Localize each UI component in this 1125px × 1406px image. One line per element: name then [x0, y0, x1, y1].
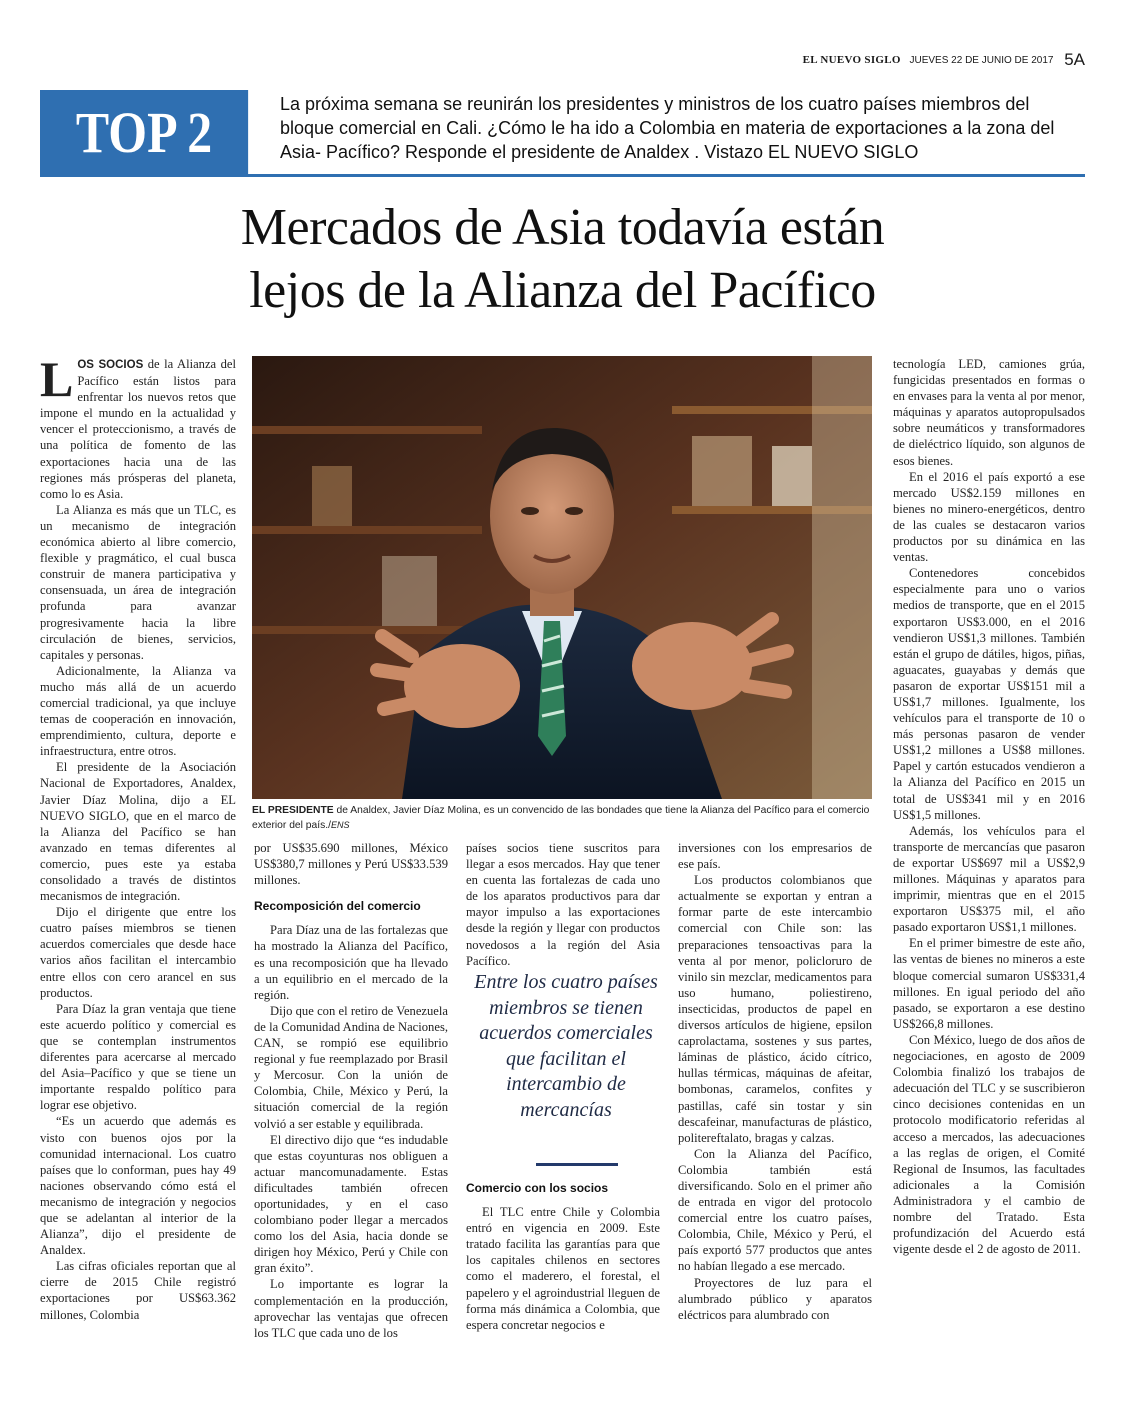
- paragraph: Contenedores concebidos especialmente para uno o varios medios de transporte, que en el 2015 exportaron US$3.000, en el 2016 vendieron US$1,3 millones. También están el grupo de dátiles, higos, piñas, aguacates, guayabas y demás que pasaron de exportar US$151 mil a US$1,7 millones. Igualmente, los vehículos para el transporte de 10 o más personas pasaron de vender US$1,2 millones a US$8 millones. Papel y cartón estucados vendieron a la Alianza del Pacífico en 2015 un total de US$341 mil y en 2016 US$1,5 millones.: [893, 566, 1085, 822]
- paragraph: Con México, luego de dos años de negociaciones, en agosto de 2009 Colombia finalizó los trabajos de adecuación del TLC y se suscribieron cinco decisiones contenidas en un protocolo modificatorio referidas al acceso a mercados, las adecuaciones a las reglas de origen, el Comité Regional de Insumos, las facultades adicionales a la Comisión Administradora y el cambio de nombre del Tratado. Esta profundización del Acuerdo está vigente desde el 2 de agosto de 2011.: [893, 1032, 1085, 1257]
- photo-credit: ENS: [330, 820, 350, 830]
- article-photo: [252, 356, 872, 799]
- section-badge: TOP 2: [40, 90, 248, 176]
- lead-paragraph: [40, 351, 237, 502]
- newspaper-name: EL NUEVO SIGLO: [802, 54, 901, 66]
- paragraph: El TLC entre Chile y Colombia entró en vigencia en 2009. Este tratado facilita las garantías para que los capitales chilenos en sectores como el maderero, el forestal, el papelero y el agroindustrial lleguen de forma más dinámica a Colombia, que espera concretar negocios e: [466, 1205, 660, 1332]
- paragraph: inversiones con los empresarios de ese país.: [678, 841, 872, 872]
- paragraph: Lo importante es lograr la complementación en la producción, aprovechar las ventajas que ofrecen los TLC que cada uno de los: [254, 1277, 448, 1340]
- paragraph: “Es un acuerdo que además es visto con buenos ojos por la comunidad internacional. Los cuatro países que lo conforman, pues hay 49 naciones observando cómo está el mecanismo de integración y negocios que se adelantan al interior de la Alianza”, dijo el presidente de Analdex.: [40, 1114, 236, 1258]
- paragraph: Dijo que con el retiro de Venezuela de la Comunidad Andina de Naciones, CAN, se rompió ese equilibrio regional y fue reemplazado por Brasil y Mercosur. Con la unión de Colombia, Chile, México y Perú, la situación comercial de la región volvió a ser estable y equilibrada.: [254, 1003, 448, 1131]
- paragraph: Las cifras oficiales reportan que al cierre de 2015 Chile registró exportaciones por US$63.362 millones, Colombia: [40, 1259, 236, 1322]
- lead-in: OS SOCIOS: [77, 359, 144, 371]
- paragraph: Para Díaz la gran ventaja que tiene este acuerdo político y comercial es que se contemplan instrumentos diferentes para acercarse al mercado del Asia–Pacífico y que se tiene un importante respaldo político para lograr ese objetivo.: [40, 1001, 236, 1113]
- article-column-1: [40, 351, 237, 1323]
- article-column-5: [893, 356, 1085, 1257]
- paragraph: La Alianza es más que un TLC, es un mecanismo de integración económica abierto al libre comercio, flexible y pragmático, el cual busca construir de manera participativa y consensuada, un área de integración profunda para avanzar progresivamente hacia la libre circulación de bienes, servicios, capitales y personas.: [40, 502, 236, 662]
- header-rule: [40, 174, 1085, 177]
- caption-lead: EL PRESIDENTE: [252, 805, 334, 816]
- caption-text: de Analdex, Javier Díaz Molina, es un convencido de las bondades que tiene la Alianza del Pacífico para el comercio exterior del país./: [252, 805, 870, 831]
- paragraph: Para Díaz una de las fortalezas que ha mostrado la Alianza del Pacífico, es una recomposición que ha llevado a un equilibrio en el mercado de la región.: [254, 923, 448, 1002]
- subhead-comercio-socios: Comercio con los socios: [466, 1181, 609, 1195]
- article-column-3: [466, 840, 660, 969]
- pull-quote-rule: [536, 1163, 618, 1166]
- lead-text: de la Alianza del Pacífico están listos para enfrentar los nuevos retos que impone el mundo en la actualidad y vencer el proteccionismo, a través de una política de fomento de las exportaciones hacia una de las regiones más prósperas del planeta, como lo es Asia.: [40, 357, 237, 501]
- pull-quote: Entre los cuatro países miembros se tienen acuerdos comerciales que facilitan el intercambio de mercancías: [474, 971, 658, 1121]
- subhead-recomposicion: Recomposición del comercio: [254, 899, 421, 914]
- photo-caption: [252, 804, 877, 833]
- headline-line-2: lejos de la Alianza del Pacífico: [249, 262, 876, 319]
- masthead: [803, 50, 1085, 70]
- paragraph: Dijo el dirigente que entre los cuatro países miembros se tienen acuerdos comerciales que desde hace varios años facilitan el intercambio entre ellos con cero arancel en sus productos.: [40, 905, 236, 1000]
- kicker-text: La próxima semana se reunirán los presidentes y ministros de los cuatro países miembros del bloque comercial en Cali. ¿Cómo le ha ido a Colombia en materia de exportaciones a la zona del Asia- Pacífico? Responde el presidente de Analdex . Vistazo EL NUEVO SIGLO: [280, 94, 1055, 162]
- paragraph: En el primer bimestre de este año, las ventas de bienes no mineros a este bloque comercial sumaron US$331,4 millones. En igual periodo del año pasado, se exportaron a ese destino US$266,8 millones.: [893, 936, 1085, 1031]
- headline: [40, 196, 1085, 322]
- paragraph: El presidente de la Asociación Nacional de Exportadores, Analdex, Javier Díaz Molina, dijo a EL NUEVO SIGLO, que en el marco de la Alianza del Pacífico se han avanzado en temas diferentes al comercio, pues este ya estaba consolidado a través de distintos mecanismos de integración.: [40, 760, 236, 904]
- headline-line-1: Mercados de Asia todavía están: [240, 199, 885, 256]
- paragraph: por US$35.690 millones, México US$380,7 millones y Perú US$33.539 millones.: [254, 841, 448, 888]
- paragraph: El directivo dijo que “es indudable que estas coyunturas nos obliguen a actuar mancomunadamente. Estas dificultades también ofrecen oportunidades, y en el caso colombiano poder llegar a mercados como los del Asia, hacia donde se dirigen hoy México, Perú y Chile con gran éxito”.: [254, 1132, 448, 1276]
- paragraph: En el 2016 el país exportó a ese mercado US$2.159 millones en bienes no minero-energéticos, dentro de las cuales se destacaron varios productos por su dinámica en las ventas.: [893, 469, 1085, 565]
- paragraph: países socios tiene suscritos para llegar a esos mercados. Hay que tener en cuenta las fortalezas de cada uno de los aparatos productivos para dar mayor impulso a las exportaciones desde la región y llegar con productos novedosos a la región del Asia Pacífico.: [466, 841, 660, 968]
- article-column-3b: [466, 1180, 660, 1333]
- paragraph: Los productos colombianos que actualmente se exportan y entran a formar parte de este intercambio comercial con Chile son: las preparaciones tensoactivas para la venta al por menor, policloruro de vinilo sin mezclar, medicamentos para uso humano, poliestireno, insecticidas, productos de papel en diversos artículos de higiene, epsilon caprolactama, sostenes y sus partes, láminas de plástico, ácido cítrico, hullas térmicas, máquinas de afeitar, bombonas, caramelos, confites y pastillas, café sin tostar y sin descafeinar, manufacturas de plástico, politereftalato, bragas y calzas.: [678, 873, 872, 1145]
- photo-illustration: [252, 356, 872, 799]
- paragraph: Proyectores de luz para el alumbrado público y aparatos eléctricos para alumbrado con: [678, 1275, 872, 1322]
- issue-date: JUEVES 22 DE JUNIO DE 2017: [909, 55, 1054, 66]
- paragraph: Además, los vehículos para el transporte de mercancías que pasaron de exportar US$697 mil a US$2,9 millones. Máquinas y aparatos para imprimir, mientras que en el 2015 exportaron US$375 mil, el año pasado exportaron US$1,1 millones.: [893, 823, 1085, 935]
- paragraph: Adicionalmente, la Alianza va mucho más allá de un acuerdo comercial tradicional, ya que incluye temas de cooperación en innovación, emprendimiento, cultura, deporte e infraestructura, entre otros.: [40, 663, 236, 759]
- page-number: 5A: [1064, 50, 1085, 69]
- drop-cap: L: [40, 351, 74, 407]
- paragraph: Con la Alianza del Pacífico, Colombia también está diversificando. Solo en el primer año de entrada en vigor del protocolo comercial entre los cuatro países, Colombia, Chile, México y Perú, el país exportó 577 productos que antes no habían llegado a ese mercado.: [678, 1146, 872, 1274]
- paragraph: tecnología LED, camiones grúa, fungicidas presentados en formas o en envases para la venta al por menor, máquinas y aparatos autopropulsados sobre neumáticos y transformadores de dieléctrico líquido, son algunos de esos bienes.: [893, 357, 1085, 468]
- article-column-2: [254, 840, 448, 1341]
- article-column-4: [678, 840, 872, 1323]
